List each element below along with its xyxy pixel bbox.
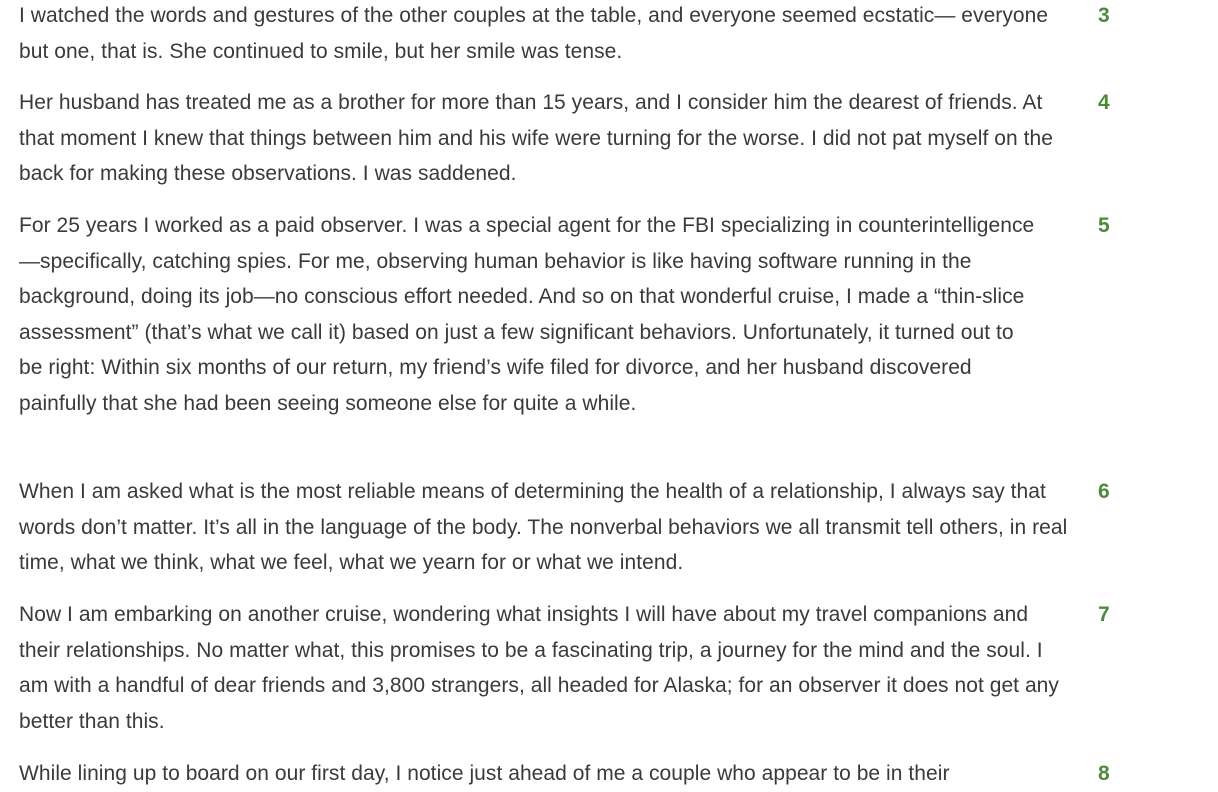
paragraph-8: While lining up to board on our first day, I notice just ahead of me a couple who appear to be in their	[19, 762, 950, 785]
paragraph-number-5: 5	[1098, 214, 1110, 237]
paragraph-3: I watched the words and gestures of the other couples at the table, and everyone seemed ecstatic— everyone but one, that is. She continued to smile, but her smile was tense.	[19, 4, 1049, 63]
paragraph-number-7: 7	[1098, 603, 1110, 626]
paragraph-7: Now I am embarking on another cruise, wondering what insights I will have about my travel companions and their relationships. No matter what, this promises to be a fascinating trip, a journey for the mind and the soul. I am with a handful of dear friends and 3,800 strangers, all headed for Alaska; for an observer it does not get any better than this.	[19, 603, 1059, 733]
paragraph-number-4: 4	[1098, 91, 1110, 114]
paragraph-number-3: 3	[1098, 4, 1110, 27]
paragraph-6: When I am asked what is the most reliable means of determining the health of a relationship, I always say that words don’t matter. It’s all in the language of the body. The nonverbal behaviors we all transmit tell others, in real time, what we think, what we feel, what we yearn for or what we intend.	[19, 480, 1068, 575]
paragraph-number-8: 8	[1098, 762, 1110, 785]
paragraph-number-6: 6	[1098, 480, 1110, 503]
paragraph-5: For 25 years I worked as a paid observer. I was a special agent for the FBI specializing in counterintelligence—specifically, catching spies. For me, observing human behavior is like having software running in the background, doing its job—no conscious effort needed. And so on that wonderful cruise, I made a “thin-slice assessment” (that’s what we call it) based on just a few significant behaviors. Unfortunately, it turned out to be right: Within six months of our return, my friend’s wife filed for divorce, and her husband discovered painfully that she had been seeing someone else for quite a while.	[19, 214, 1035, 415]
paragraph-4: Her husband has treated me as a brother for more than 15 years, and I consider him the dearest of friends. At that moment I knew that things between him and his wife were turning for the worse. I did not pat myself on the back for making these observations. I was saddened.	[19, 91, 1053, 186]
